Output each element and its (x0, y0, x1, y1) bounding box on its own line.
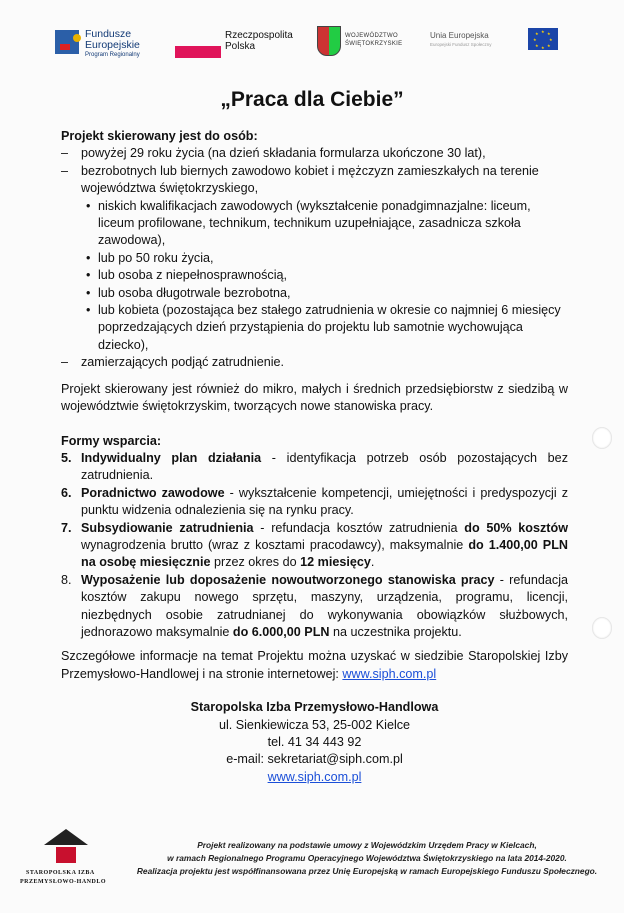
ue-logo-line2: Europejski Fundusz Społeczny (430, 42, 492, 47)
target-item: – powyżej 29 roku życia (na dzień składania formularza ukończone 30 lat), (61, 145, 568, 162)
support-item (61, 450, 568, 485)
target-item: – zamierzających podjąć zatrudnienie. (61, 354, 568, 371)
support-number: 6. (61, 485, 72, 500)
rzeczpospolita-logo (175, 30, 293, 66)
fe-logo-line3: Program Regionalny (85, 52, 140, 58)
support-title: Subsydiowanie zatrudnienia (81, 520, 254, 535)
support-title: Poradnictwo zawodowe (81, 485, 225, 500)
support-text: - wykształcenie kompetencji, umiejętności i predyspozycji z punktu widzenia odnalezienia się na rynku pracy. (81, 485, 568, 518)
flyer-title: „Praca dla Ciebie” (220, 88, 404, 111)
siph-roof-icon (44, 829, 88, 845)
unia-europejska-logo (430, 28, 560, 62)
punch-hole (592, 617, 612, 639)
eu-flag-icon: ★ ★ ★ ★ ★ ★ ★ ★ (528, 28, 558, 50)
siph-logo-line1: STAROPOLSKA IZBA (26, 870, 95, 876)
info-text: Szczegółowe informacje na temat Projektu można uzyskać w siedzibie Staropolskiej Izby Przemysłowo-Handlowej i na stronie internetowej: (61, 649, 568, 681)
support-text: - refundacja kosztów zatrudnienia (253, 520, 465, 535)
info-paragraph (61, 648, 568, 683)
target-subitem: • lub osoba długotrwale bezrobotna, (61, 285, 568, 302)
footer-line: w ramach Regionalnego Programu Operacyjnego Województwa Świętokrzyskiego na lata 2014-2020. (167, 853, 567, 863)
support-text: przez okres do (210, 555, 301, 570)
website-link[interactable]: www.siph.com.pl (342, 666, 437, 681)
support-highlight: do 1.400,00 PLN na osobę miesięcznie (81, 537, 568, 570)
support-item (61, 520, 568, 572)
contact-org: Staropolska Izba Przemysłowo-Handlowa (190, 700, 439, 715)
contact-block (61, 699, 568, 786)
header-logos (55, 22, 570, 70)
footer-line: Projekt realizowany na podstawie umowy z Wojewódzkim Urzędem Pracy w Kielcach, (197, 840, 537, 850)
punch-hole (592, 427, 612, 449)
fundusze-europejskie-logo (55, 30, 190, 66)
support-highlight: 12 miesięcy (300, 555, 371, 570)
ws-logo-line1: WOJEWÓDZTWO (345, 33, 398, 39)
target-subitem: • niskich kwalifikacjach zawodowych (wykształcenie ponadgimnazjalne: liceum, liceum profilowane, technikum, technikum uzupełniające, zasadnicza szkoła zawodowa), (61, 198, 568, 250)
contact-web-link[interactable]: www.siph.com.pl (267, 769, 362, 784)
support-number: 8. (61, 572, 72, 587)
contact-phone: tel. 41 34 443 92 (267, 735, 362, 749)
support-text: - identyfikacja potrzeb osób pozostających bez zatrudnienia. (81, 450, 568, 483)
poland-flag-icon (175, 46, 221, 58)
rp-logo-line1: Rzeczpospolita (225, 30, 293, 41)
target-item: – bezrobotnych lub biernych zawodowo kobiet i mężczyzn zamieszkałych na terenie województwa świętokrzyskiego, (61, 163, 568, 198)
support-item (61, 485, 568, 520)
support-title: Wyposażenie lub doposażenie nowoutworzonego stanowiska pracy (81, 572, 495, 587)
support-highlight: do 50% kosztów (464, 520, 568, 535)
support-text: wynagrodzenia brutto (wraz z kosztami pracodawcy), maksymalnie (81, 537, 469, 552)
target-subitem: • lub kobieta (pozostająca bez stałego zatrudnienia w okresie co najmniej 6 miesięcy poprzedzających dzień przystąpienia do projektu lub samotnie wychowująca dziecko), (61, 302, 568, 354)
fe-emblem-icon (55, 30, 79, 54)
ws-logo-line2: ŚWIĘTOKRZYSKIE (345, 41, 403, 47)
support-item (61, 572, 568, 642)
firms-paragraph: Projekt skierowany jest również do mikro, małych i średnich przedsiębiorstw z siedzibą w województwie świętokrzyskim, tworzących nowe stanowiska pracy. (61, 381, 568, 414)
rp-logo-line2: Polska (225, 41, 256, 52)
swietokrzyskie-logo (317, 26, 427, 60)
target-subitem: • lub osoba z niepełnosprawnością, (61, 267, 568, 284)
support-highlight: do 6.000,00 PLN (232, 624, 330, 639)
coat-of-arms-icon (317, 26, 341, 56)
target-heading: Projekt skierowany jest do osób: (61, 129, 258, 143)
support-text: na uczestnika projektu. (329, 624, 462, 639)
fe-logo-line1: Fundusze (85, 28, 132, 40)
fe-logo-line2: Europejskie (85, 39, 140, 51)
target-subitem: • lub po 50 roku życia, (61, 250, 568, 267)
contact-street: ul. Sienkiewicza 53, 25-002 Kielce (218, 717, 411, 732)
forms-heading: Formy wsparcia: (61, 433, 162, 448)
support-text: - refundacja kosztów zakupu nowego sprzętu, maszyny, urządzenia, programu, licencji, niezbędnych osobie zatrudnianej do wykonywania obowiązków służbowych, jednorazowo maksymalnie (81, 572, 568, 639)
siph-logo (14, 829, 119, 897)
ue-logo-line1: Unia Europejska (430, 31, 489, 40)
footer-note (132, 839, 602, 878)
flyer-content (61, 128, 568, 786)
support-number: 7. (61, 520, 72, 535)
support-title: Indywidualny plan działania (81, 450, 262, 465)
support-text: . (370, 555, 375, 570)
contact-email: e-mail: sekretariat@siph.com.pl (226, 752, 403, 767)
siph-emblem-icon (56, 847, 76, 863)
support-number: 5. (61, 450, 72, 465)
footer-line: Realizacja projektu jest współfinansowana przez Unię Europejską w ramach Europejskiego Funduszu Społecznego. (136, 866, 598, 876)
siph-logo-line2: PRZEMYSŁOWO-HANDLO (20, 879, 107, 885)
